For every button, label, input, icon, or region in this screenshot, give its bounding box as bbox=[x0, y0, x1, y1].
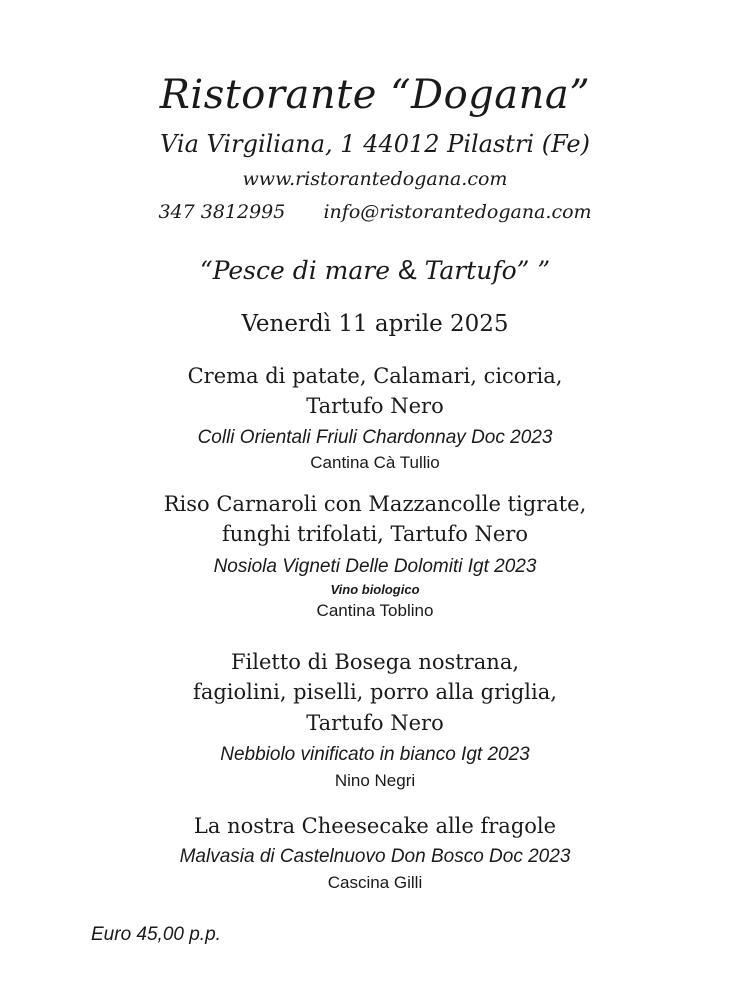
restaurant-phone: 347 3812995 bbox=[158, 201, 286, 223]
course-4-producer: Cascina Gilli bbox=[327, 873, 423, 892]
course-2-note: Vino biologico bbox=[330, 582, 420, 597]
menu-price: Euro 45,00 p.p. bbox=[91, 924, 221, 945]
course-3-producer: Nino Negri bbox=[334, 771, 416, 790]
course-2-wine: Nosiola Vigneti Delle Dolomiti Igt 2023 bbox=[213, 556, 537, 577]
course-1-dish-line-1: Crema di patate, Calamari, cicoria, bbox=[187, 364, 563, 388]
event-date: Venerdì 11 aprile 2025 bbox=[241, 311, 509, 337]
course-4-dish-line-1: La nostra Cheesecake alle fragole bbox=[193, 814, 557, 838]
restaurant-address: Via Virgiliana, 1 44012 Pilastri (Fe) bbox=[160, 130, 590, 158]
course-3-dish-line-3: Tartufo Nero bbox=[306, 711, 444, 735]
course-2-dish-line-2: funghi trifolati, Tartufo Nero bbox=[221, 522, 528, 546]
event-title-amp: & bbox=[397, 254, 417, 285]
course-1-dish-line-2: Tartufo Nero bbox=[306, 394, 444, 418]
course-3-dish-line-1: Filetto di Bosega nostrana, bbox=[230, 650, 520, 674]
course-3-dish-line-2: fagiolini, piselli, porro alla griglia, bbox=[193, 680, 557, 704]
event-title-part2: Tartufo” ” bbox=[416, 256, 551, 285]
event-title-part1: “Pesce di mare bbox=[199, 256, 398, 285]
restaurant-name: Ristorante “Dogana” bbox=[159, 72, 591, 118]
course-3-wine: Nebbiolo vinificato in bianco Igt 2023 bbox=[220, 744, 530, 765]
course-4-wine: Malvasia di Castelnuovo Don Bosco Doc 2023 bbox=[179, 846, 571, 867]
course-1-wine: Colli Orientali Friuli Chardonnay Doc 2023 bbox=[197, 427, 553, 448]
contact-line bbox=[0, 201, 750, 223]
course-2-producer: Cantina Toblino bbox=[316, 601, 434, 620]
event-title bbox=[0, 254, 750, 286]
course-1-producer: Cantina Cà Tullio bbox=[310, 453, 440, 472]
restaurant-email: info@ristorantedogana.com bbox=[323, 201, 592, 223]
restaurant-website: www.ristorantedogana.com bbox=[242, 168, 508, 190]
course-2-dish-line-1: Riso Carnaroli con Mazzancolle tigrate, bbox=[163, 492, 587, 516]
